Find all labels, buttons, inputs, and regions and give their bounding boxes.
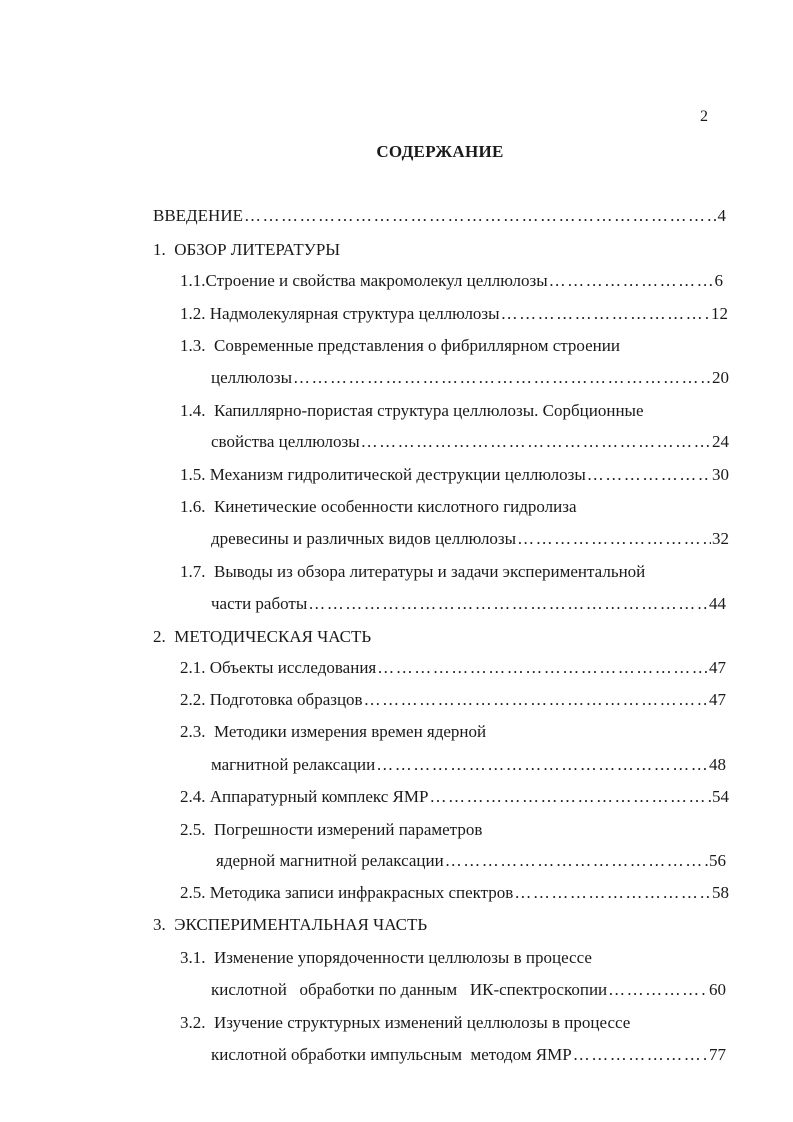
toc-entry-text: Методика записи инфракрасных спектров <box>209 883 514 902</box>
toc-entry-1-6[interactable] <box>180 497 577 517</box>
toc-entry-2-1[interactable] <box>180 658 726 678</box>
dot-leader <box>608 980 708 1000</box>
toc-entry-text: Изменение упорядоченности целлюлозы в процессе <box>214 948 592 967</box>
page-title: СОДЕРЖАНИЕ <box>376 142 504 161</box>
page-number: 2 <box>700 108 708 125</box>
dot-leader <box>308 594 708 614</box>
toc-entry-page: 77 <box>709 1045 726 1064</box>
toc-entry-text: ядерной магнитной релаксации <box>216 851 444 870</box>
toc-entry-2-3-continued[interactable] <box>211 755 726 775</box>
toc-entry-1-1[interactable] <box>180 271 723 291</box>
toc-entry-number: 3.1. <box>180 948 206 967</box>
toc-entry-text: Выводы из обзора литературы и задачи экспериментальной <box>214 562 646 581</box>
toc-entry-number: 2.4. <box>180 787 206 806</box>
toc-entry-page: 48 <box>709 755 726 774</box>
toc-entry-text: кислотной обработки по данным ИК-спектроскопии <box>211 980 608 999</box>
toc-entry-page: 24 <box>712 432 729 451</box>
toc-entry-number: 1.1. <box>180 271 206 290</box>
toc-entry-page: 56 <box>709 851 726 870</box>
toc-entry-number: 1.7. <box>180 562 206 581</box>
toc-entry-page: 44 <box>709 594 726 613</box>
toc-entry-3-1[interactable] <box>180 948 592 968</box>
toc-entry-text: Капиллярно-пористая структура целлюлозы. Сорбционные <box>214 401 644 420</box>
toc-entry-1-4-continued[interactable] <box>211 432 729 452</box>
toc-entry-2-5[interactable] <box>180 820 482 840</box>
toc-entry-text: Погрешности измерений параметров <box>214 820 483 839</box>
toc-entry-text: Изучение структурных изменений целлюлозы в процессе <box>214 1013 631 1032</box>
toc-entry-number: 2.3. <box>180 722 206 741</box>
toc-entry-number: 1.2. <box>180 304 206 323</box>
toc-entry-text: части работы <box>211 594 308 613</box>
toc-entry-page: 32 <box>712 529 729 548</box>
toc-entry-page: 6 <box>714 271 723 290</box>
toc-entry-3-2[interactable] <box>180 1013 630 1033</box>
toc-entry-text: Аппаратурный комплекс ЯМР <box>209 787 429 806</box>
toc-entry-text: магнитной релаксации <box>211 755 376 774</box>
toc-entry-1-2[interactable] <box>180 304 728 324</box>
toc-entry-2-5-continued[interactable] <box>216 851 726 871</box>
toc-entry-text: Подготовка образцов <box>209 690 363 709</box>
toc-entry-text: Методики измерения времен ядерной <box>214 722 487 741</box>
toc-entry-2-5-ir[interactable] <box>180 883 729 903</box>
dot-leader <box>293 368 711 388</box>
toc-entry-3-1-continued[interactable] <box>211 980 726 1000</box>
toc-entry-text: Кинетические особенности кислотного гидролиза <box>214 497 577 516</box>
dot-leader <box>549 271 714 291</box>
toc-entry-text: Строение и свойства макромолекул целлюлозы <box>205 271 548 290</box>
toc-entry-2-3[interactable] <box>180 722 486 742</box>
dot-leader <box>244 206 717 226</box>
dot-leader <box>364 690 708 710</box>
chapter-title: МЕТОДИЧЕСКАЯ ЧАСТЬ <box>174 627 372 646</box>
toc-entry-text: древесины и различных видов целлюлозы <box>211 529 517 548</box>
toc-entry-page: 30 <box>712 465 729 484</box>
toc-entry-text: ВВЕДЕНИЕ <box>153 206 243 225</box>
toc-entry-number: 2.2. <box>180 690 206 709</box>
dot-leader <box>573 1045 708 1065</box>
chapter-number: 2. <box>153 627 166 646</box>
dot-leader <box>445 851 708 871</box>
toc-entry-2-2[interactable] <box>180 690 726 710</box>
toc-entry-page: 58 <box>712 883 729 902</box>
toc-entry-1-5[interactable] <box>180 465 729 485</box>
toc-entry-1-7-continued[interactable] <box>211 594 726 614</box>
toc-entry-2-4[interactable] <box>180 787 729 807</box>
toc-entry-number: 2.5. <box>180 883 206 902</box>
toc-entry-1-7[interactable] <box>180 562 645 582</box>
toc-entry-page: 54 <box>712 787 729 806</box>
toc-entry-page: 20 <box>712 368 729 387</box>
dot-leader <box>501 304 710 324</box>
dot-leader <box>429 787 711 807</box>
toc-entry-1-4[interactable] <box>180 401 644 421</box>
toc-entry-text: Механизм гидролитической деструкции целлюлозы <box>209 465 586 484</box>
toc-entry-number: 1.5. <box>180 465 206 484</box>
toc-entry-1-3-continued[interactable] <box>211 368 729 388</box>
toc-entry-text: кислотной обработки импульсным методом ЯМР <box>211 1045 572 1064</box>
toc-entry-1-6-continued[interactable] <box>211 529 729 549</box>
toc-entry-intro[interactable] <box>153 206 726 226</box>
toc-entry-text: Современные представления о фибриллярном строении <box>214 336 620 355</box>
chapter-1-heading[interactable] <box>153 240 340 260</box>
toc-entry-page: 4 <box>717 206 726 225</box>
toc-entry-text: свойства целлюлозы <box>211 432 360 451</box>
dot-leader <box>376 755 708 775</box>
dot-leader <box>517 529 711 549</box>
chapter-3-heading[interactable] <box>153 915 427 935</box>
toc-entry-text: Объекты исследования <box>209 658 377 677</box>
dot-leader <box>377 658 708 678</box>
chapter-2-heading[interactable] <box>153 627 371 647</box>
toc-entry-page: 47 <box>709 658 726 677</box>
dot-leader <box>587 465 711 485</box>
dot-leader <box>514 883 711 903</box>
toc-entry-1-3[interactable] <box>180 336 620 356</box>
toc-entry-text: целлюлозы <box>211 368 293 387</box>
toc-entry-number: 2.1. <box>180 658 206 677</box>
toc-entry-number: 1.6. <box>180 497 206 516</box>
chapter-number: 3. <box>153 915 166 934</box>
chapter-number: 1. <box>153 240 166 259</box>
toc-entry-number: 1.3. <box>180 336 206 355</box>
toc-entry-number: 3.2. <box>180 1013 206 1032</box>
toc-entry-page: 47 <box>709 690 726 709</box>
toc-entry-page: 60 <box>709 980 726 999</box>
toc-entry-page: 12 <box>711 304 728 323</box>
toc-entry-text: Надмолекулярная структура целлюлозы <box>209 304 500 323</box>
toc-entry-number: 2.5. <box>180 820 206 839</box>
dot-leader <box>361 432 711 452</box>
toc-entry-3-2-continued[interactable] <box>211 1045 726 1065</box>
chapter-title: ЭКСПЕРИМЕНТАЛЬНАЯ ЧАСТЬ <box>174 915 428 934</box>
chapter-title: ОБЗОР ЛИТЕРАТУРЫ <box>174 240 341 259</box>
toc-entry-number: 1.4. <box>180 401 206 420</box>
